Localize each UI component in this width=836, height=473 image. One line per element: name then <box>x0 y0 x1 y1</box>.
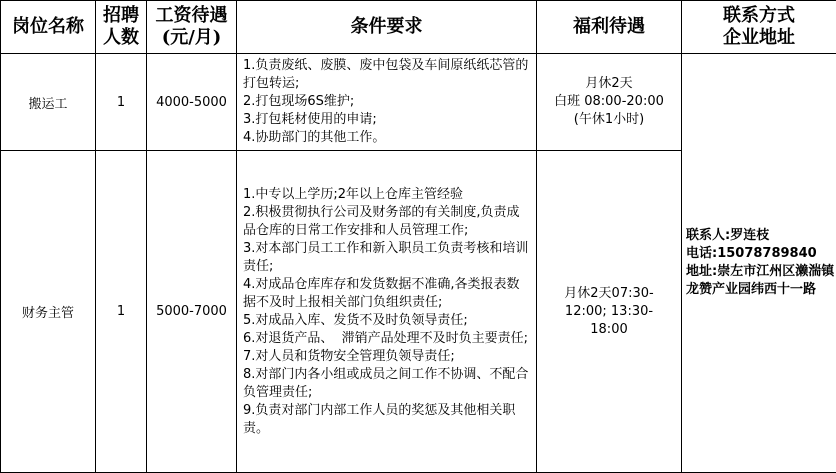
benefits-cell <box>537 54 682 151</box>
position-cell: 搬运工 <box>1 54 96 151</box>
header-contact <box>682 1 836 54</box>
requirement-line: 5.对成品入库、发货不及时负领导责任; <box>243 312 532 330</box>
benefit-line: 12:00; 13:30- <box>537 303 681 321</box>
requirement-line: 8.对部门内各小组或成员之间工作不协调、不配合负管理责任; <box>243 366 532 402</box>
header-salary-line2: (元/月) <box>147 27 236 49</box>
benefit-line: 月休2天07:30- <box>537 285 681 303</box>
requirement-line: 9.负责对部门内部工作人员的奖惩及其他相关职责。 <box>243 402 532 438</box>
header-headcount <box>96 1 147 54</box>
header-salary <box>147 1 237 54</box>
requirement-line: 4.对成品仓库库存和发货数据不准确,各类报表数据不及时上报相关部门负组织责任; <box>243 276 532 312</box>
requirement-line: 3.对本部门员工工作和新入职员工负责考核和培训责任; <box>243 240 532 276</box>
salary-cell: 5000-7000 <box>147 151 237 473</box>
salary-cell: 4000-5000 <box>147 54 237 151</box>
contact-person: 联系人:罗连枝 <box>686 227 836 245</box>
benefit-line: 18:00 <box>537 321 681 339</box>
header-position: 岗位名称 <box>1 1 96 54</box>
contact-phone: 电话:15078789840 <box>686 245 836 263</box>
requirement-line: 2.打包现场6S维护; <box>243 93 532 111</box>
header-headcount-line1: 招聘 <box>96 5 146 27</box>
header-salary-line1: 工资待遇 <box>147 5 236 27</box>
header-contact-line2: 企业地址 <box>682 27 836 49</box>
header-contact-line1: 联系方式 <box>682 5 836 27</box>
benefit-line: 月休2天 <box>537 75 681 93</box>
requirements-cell <box>237 151 537 473</box>
header-headcount-line2: 人数 <box>96 27 146 49</box>
benefit-line: 白班 08:00-20:00 <box>537 93 681 111</box>
contact-cell <box>682 54 836 473</box>
requirement-line: 3.打包耗材使用的申请; <box>243 111 532 129</box>
header-requirements: 条件要求 <box>237 1 537 54</box>
requirements-cell <box>237 54 537 151</box>
requirement-line: 4.协助部门的其他工作。 <box>243 129 532 147</box>
contact-address: 地址:崇左市江州区濑湍镇龙赞产业园纬西十一路 <box>686 263 836 299</box>
header-benefits: 福利待遇 <box>537 1 682 54</box>
position-cell: 财务主管 <box>1 151 96 473</box>
requirement-line: 6.对退货产品、 滞销产品处理不及时负主要责任; <box>243 330 532 348</box>
headcount-cell: 1 <box>96 54 147 151</box>
table-row <box>1 54 836 151</box>
requirement-line: 1.中专以上学历;2年以上仓库主管经验 <box>243 186 532 204</box>
requirement-line: 1.负责废纸、废膜、废中包袋及车间原纸纸芯管的打包转运; <box>243 57 532 93</box>
requirement-line: 7.对人员和货物安全管理负领导责任; <box>243 348 532 366</box>
requirement-line: 2.积极贯彻执行公司及财务部的有关制度,负责成品仓库的日常工作安排和人员管理工作; <box>243 204 532 240</box>
benefits-cell <box>537 151 682 473</box>
headcount-cell: 1 <box>96 151 147 473</box>
benefit-line: (午休1小时) <box>537 111 681 129</box>
header-row <box>1 1 836 54</box>
